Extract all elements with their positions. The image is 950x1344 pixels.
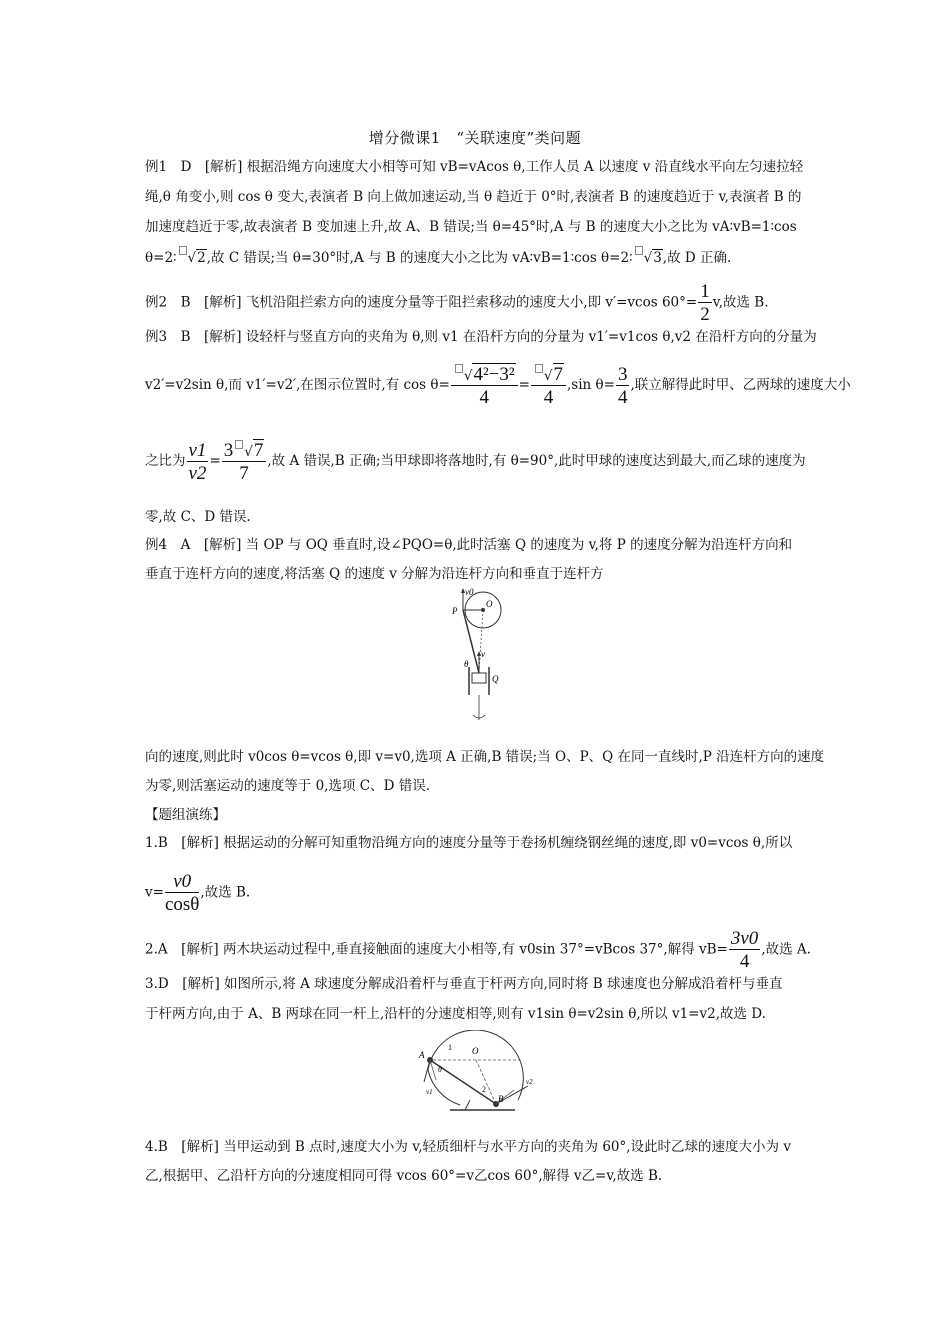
ex3-equals-2: =: [209, 453, 221, 469]
ex3-fraction-2: $\frac{√7}{4}$: [531, 364, 566, 407]
label-O: O: [486, 599, 493, 609]
ex1-line-4a: θ=2∶: [145, 250, 177, 266]
q1-text-a: v=: [145, 884, 164, 901]
ex2-text-b: v,故选 B.: [712, 294, 769, 311]
ex2-fraction: $\frac{1}{2}$: [700, 281, 710, 325]
ex3-text-e: ,故 A 错误,B 正确;当甲球即将落地时,有 θ=90°,此时甲球的速度达到最大,而乙球的速度为: [267, 453, 806, 469]
ex3-fraction-1: $\frac{\text{√4²−3²}}{4}$: [451, 364, 518, 407]
ex3-line-3: [145, 440, 810, 483]
ex3-fraction-4: $\frac{v1}{v2}$: [188, 439, 207, 484]
fig3-label-A: A: [419, 1050, 425, 1060]
label-Q: Q: [492, 674, 499, 684]
fig3-label-v2: v2: [526, 1078, 533, 1086]
q4-line-2: 乙,根据甲、乙沿杆方向的分速度相同可得 vcos 60°=v乙cos 60°,解得 v乙=v,故选 B.: [145, 1168, 663, 1184]
sqrt-2: √2: [177, 246, 207, 268]
ex3-text-b: ,sin θ=: [567, 377, 615, 393]
ex4-line-1: 例4 A [解析] 当 OP 与 OQ 垂直时,设∠PQO=θ,此时活塞 Q 的速度为 v,将 P 的速度分解为沿连杆方向和: [145, 537, 793, 553]
q4-line-1: 4.B [解析] 当甲运动到 B 点时,速度大小为 v,轻质细杆与水平方向的夹角为 60°,设此时乙球的速度大小为 v: [145, 1139, 791, 1155]
ex4-line-3: 向的速度,则此时 v0cos θ=vcos θ,即 v=v0,选项 A 正确,B 错误;当 O、P、Q 在同一直线时,P 沿连杆方向的速度: [145, 749, 825, 765]
q1-text-b: ,故选 B.: [200, 884, 251, 901]
fig3-label-B: B: [498, 1094, 504, 1104]
fig3-label-theta: θ: [438, 1065, 442, 1074]
label-v: v: [481, 649, 485, 659]
fig3-label-2: 2: [482, 1085, 486, 1094]
drill-heading: 【题组演练】: [145, 807, 226, 823]
piston-diagram: [445, 585, 515, 725]
sphere-rod-diagram: [410, 1030, 545, 1115]
fig3-label-1: 1: [448, 1043, 452, 1052]
ex3-fraction-3: $\frac{3}{4}$: [617, 363, 628, 408]
label-P: P: [452, 606, 458, 616]
q1-fraction: $\frac{v0}{\cos\theta}$: [164, 871, 200, 915]
ex4-line-2: 垂直于连杆方向的速度,将活塞 Q 的速度 v 分解为沿连杆方向和垂直于连杆方: [145, 566, 604, 582]
ex1-line-4e: ,故 D 正确.: [662, 250, 732, 266]
page-title: 增分微课1 “关联速度”类问题: [368, 129, 582, 147]
ex2-line: [145, 282, 810, 324]
fig3-label-O: O: [472, 1046, 479, 1056]
ex1-line-4: [145, 246, 810, 268]
ex3-text-d: 之比为: [145, 453, 186, 469]
ex1-line-3: 加速度趋近于零,故表演者 B 变加速上升,故 A、B 错误;当 θ=45°时,A 与 B 的速度大小之比为 vA∶vB=1∶cos: [145, 219, 797, 235]
ex3-text-c: ,联立解得此时甲、乙两球的速度大小: [630, 377, 851, 393]
q2-text-a: 2.A [解析] 两木块运动过程中,垂直接触面的速度大小相等,有 v0sin 37°=vBcos 37°,解得 vB=: [145, 941, 728, 958]
ex3-text-a: v2′=v2sin θ,而 v1′=v2′,在图示位置时,有 cos θ=: [145, 377, 450, 393]
q1-line-2: [145, 872, 810, 914]
ex1-line-4c: ,故 C 错误;当 θ=30°时,A 与 B 的速度大小之比为 vA∶vB=1∶cos θ=2∶: [206, 250, 633, 266]
sqrt-3: √3: [633, 246, 663, 268]
ex2-text-a: 例2 B [解析] 飞机沿阻拦索方向的速度分量等于阻拦索移动的速度大小,即 v′=vcos 60°=: [145, 294, 698, 311]
ex3-line-2: [145, 363, 851, 408]
label-v0: v0: [465, 587, 474, 597]
q2-text-b: ,故选 A.: [761, 941, 811, 958]
q1-line-1: 1.B [解析] 根据运动的分解可知重物沿绳方向的速度分量等于卷扬机缠绕钢丝绳的速度,即 v0=vcos θ,所以: [145, 835, 793, 851]
q3-line-2: 于杆两方向,由于 A、B 两球在同一杆上,沿杆的分速度相等,则有 v1sin θ=v2sin θ,所以 v1=v2,故选 D.: [145, 1006, 766, 1022]
q3-line-1: 3.D [解析] 如图所示,将 A 球速度分解成沿着杆与垂直于杆两方向,同时将 B 球速度也分解成沿着杆与垂直: [145, 976, 783, 992]
ex3-fraction-5: $\frac{3 √7}{7}$: [222, 440, 267, 483]
ex3-equals: =: [518, 377, 530, 393]
ex3-line-4: 零,故 C、D 错误.: [145, 509, 251, 525]
label-theta: θ: [464, 659, 469, 669]
fig3-label-v1: v1: [426, 1088, 433, 1096]
ex3-line-1: 例3 B [解析] 设轻杆与竖直方向的夹角为 θ,则 v1 在沿杆方向的分量为 v1′=v1cos θ,v2 在沿杆方向的分量为: [145, 329, 817, 345]
q2-fraction: $\frac{3v0}{4}$: [730, 928, 759, 972]
ex1-line-2: 绳,θ 角变小,则 cos θ 变大,表演者 B 向上做加速运动,当 θ 趋近于 0°时,表演者 B 的速度趋近于 v,表演者 B 的: [145, 189, 802, 205]
ex4-line-4: 为零,则活塞运动的速度等于 0,选项 C、D 错误.: [145, 778, 430, 794]
q2-line: [145, 929, 810, 971]
ex1-line-1: 例1 D [解析] 根据沿绳方向速度大小相等可知 vB=vAcos θ,工作人员 A 以速度 v 沿直线水平向左匀速拉轻: [145, 159, 804, 175]
